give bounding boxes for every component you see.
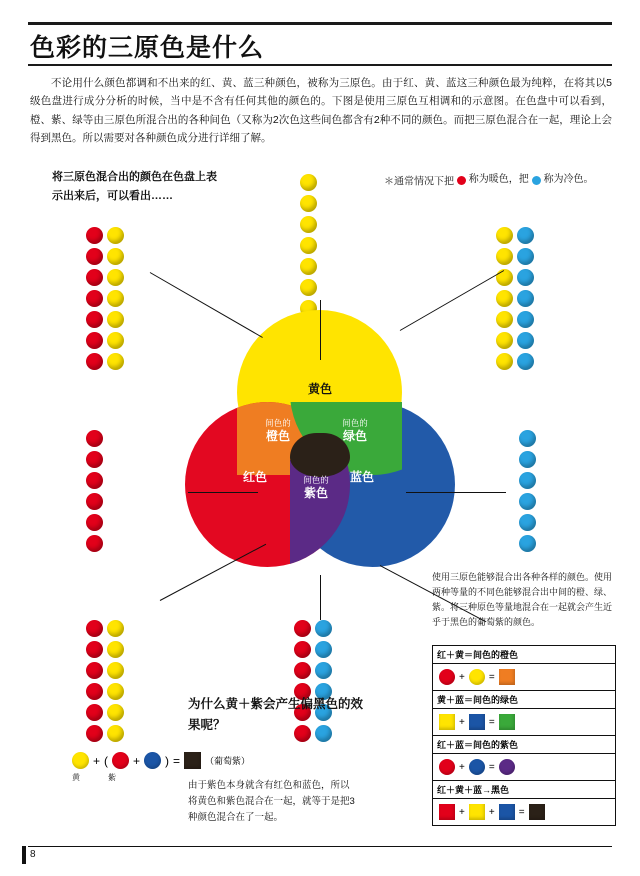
equals-sign: = [518, 806, 525, 818]
paren-close: ) [165, 753, 170, 768]
swatch-green-result [499, 714, 515, 730]
cold-dot-group [532, 172, 594, 188]
mix-row-black-body [433, 799, 615, 825]
bead-column-mid-right-cyan [519, 428, 536, 554]
mix-row-green-heading: 黄＋蓝＝间色的绿色 [433, 691, 615, 709]
swatch-red [439, 669, 455, 685]
swatch-blue [499, 804, 515, 820]
intro-text: 不论用什么颜色都调和不出来的红、黄、蓝三种颜色，被称为三原色。由于红、黄、蓝这三种颜色最为纯粹，在将其以5级色盘进行成分分析的时候，当中是不含有任何其他的颜色的。下图是使用三原色互相调和的示意图。在色盘中可以看到，橙、紫、绿等由三原色所混合出的各种间色（又称为2次色这些间色都含有2种不同的颜色。而把三原色混合在一起，理论上会得到黑色。所以需要对各种颜色成分进行详细了解。 [30, 77, 612, 145]
venn-label-green-sub: 间色的 [342, 418, 368, 428]
mix-row-black-heading: 红＋黄＋蓝→黑色 [433, 781, 615, 799]
title-rule-top [28, 22, 612, 25]
plus-sign: + [459, 716, 465, 728]
caption-yellow: 黄 [72, 773, 80, 782]
grape-result-label: （葡萄紫） [205, 756, 251, 766]
question-equation [72, 752, 250, 769]
page-title: 色彩的三原色是什么 [30, 34, 265, 62]
swatch-blue [469, 759, 485, 775]
mix-row-green-body [433, 709, 615, 735]
plus-sign-2: + [133, 753, 141, 768]
caption-purple: 紫 [108, 773, 116, 782]
cold-label: 称为冷色。 [543, 174, 594, 185]
equals-sign: = [488, 716, 495, 728]
mix-row-purple-body [433, 754, 615, 780]
venn-label-green-main: 绿色 [342, 428, 367, 443]
question-body: 由于紫色本身就含有红色和蓝色，所以将黄色和紫色混合在一起，就等于是把3种颜色混合在了一起。 [188, 780, 355, 824]
paren-open: ( [104, 753, 109, 768]
venn-label-red: 红色 [242, 470, 267, 484]
folio-bar [22, 846, 26, 864]
title-rule-bottom [28, 64, 612, 66]
swatch-blue [144, 752, 161, 769]
plus-sign: + [459, 671, 465, 683]
connector-right [406, 492, 506, 493]
connector-bottom [320, 575, 321, 620]
mix-row-purple-heading: 红＋蓝＝间色的紫色 [433, 736, 615, 754]
venn-label-yellow: 黄色 [307, 382, 332, 396]
venn-label-purple-main: 紫色 [303, 485, 328, 500]
swatch-black-result [529, 804, 545, 820]
equals-sign: = [488, 761, 495, 773]
equals-sign: = [173, 753, 181, 768]
venn-label-orange [248, 418, 308, 444]
venn-label-blue: 蓝色 [349, 470, 374, 484]
swatch-yellow [72, 752, 89, 769]
swatch-orange-result [499, 669, 515, 685]
venn-label-orange-sub: 间色的 [265, 418, 291, 428]
page-number: 8 [30, 849, 36, 860]
connector-left [188, 492, 258, 493]
question-title: 为什么黄＋紫会产生偏黑色的效果呢？ [188, 697, 364, 732]
warm-label: 称为暖色，把 [468, 174, 529, 185]
cold-color-dot [532, 176, 541, 185]
connector-top [320, 300, 321, 360]
mix-row-black [433, 781, 615, 825]
plus-sign: + [93, 753, 101, 768]
swatch-red [112, 752, 129, 769]
mix-row-orange-body [433, 664, 615, 690]
mix-note: 使用三原色能够混合出各种各样的颜色。使用两种等量的不同色能够混合出中间的橙、绿、紫。将三种原色等量地混合在一起就会产生近乎于黑色的葡萄紫的颜色。 [432, 572, 613, 627]
mix-row-purple [433, 736, 615, 781]
warm-color-dot [457, 176, 466, 185]
intro-paragraph [30, 74, 612, 148]
venn-label-purple-sub: 间色的 [303, 475, 329, 485]
bead-column-mid-left-red [86, 428, 103, 554]
venn-label-green [325, 418, 385, 444]
bead-pair-lower-left [86, 618, 124, 744]
bead-pair-upper-right [496, 225, 534, 372]
mix-table [432, 645, 616, 826]
mix-row-orange-heading: 红＋黄＝间色的橙色 [433, 646, 615, 664]
plus-sign: + [459, 806, 465, 818]
warm-dot-group [457, 172, 529, 188]
mix-row-green [433, 691, 615, 736]
swatch-purple-result [499, 759, 515, 775]
equals-sign: = [488, 671, 495, 683]
plus-sign-2: + [488, 806, 495, 818]
footer-rule [28, 846, 612, 847]
swatch-yellow [439, 714, 455, 730]
swatch-red [439, 804, 455, 820]
swatch-yellow [469, 804, 485, 820]
swatch-blue [469, 714, 485, 730]
warm-cold-prefix: ＊通常情况下把 [384, 176, 454, 188]
plus-sign: + [459, 761, 465, 773]
swatch-red [439, 759, 455, 775]
venn-label-orange-main: 橙色 [265, 428, 290, 443]
callout-warm-cold [384, 172, 620, 191]
callout-left-text: 将三原色混合出的颜色在色盘上表示出来后，可以看出…… [52, 171, 217, 202]
mix-row-orange [433, 646, 615, 691]
swatch-yellow [469, 669, 485, 685]
swatch-grape-result [184, 752, 201, 769]
venn-label-purple [285, 475, 347, 501]
bead-pair-upper-left [86, 225, 124, 372]
